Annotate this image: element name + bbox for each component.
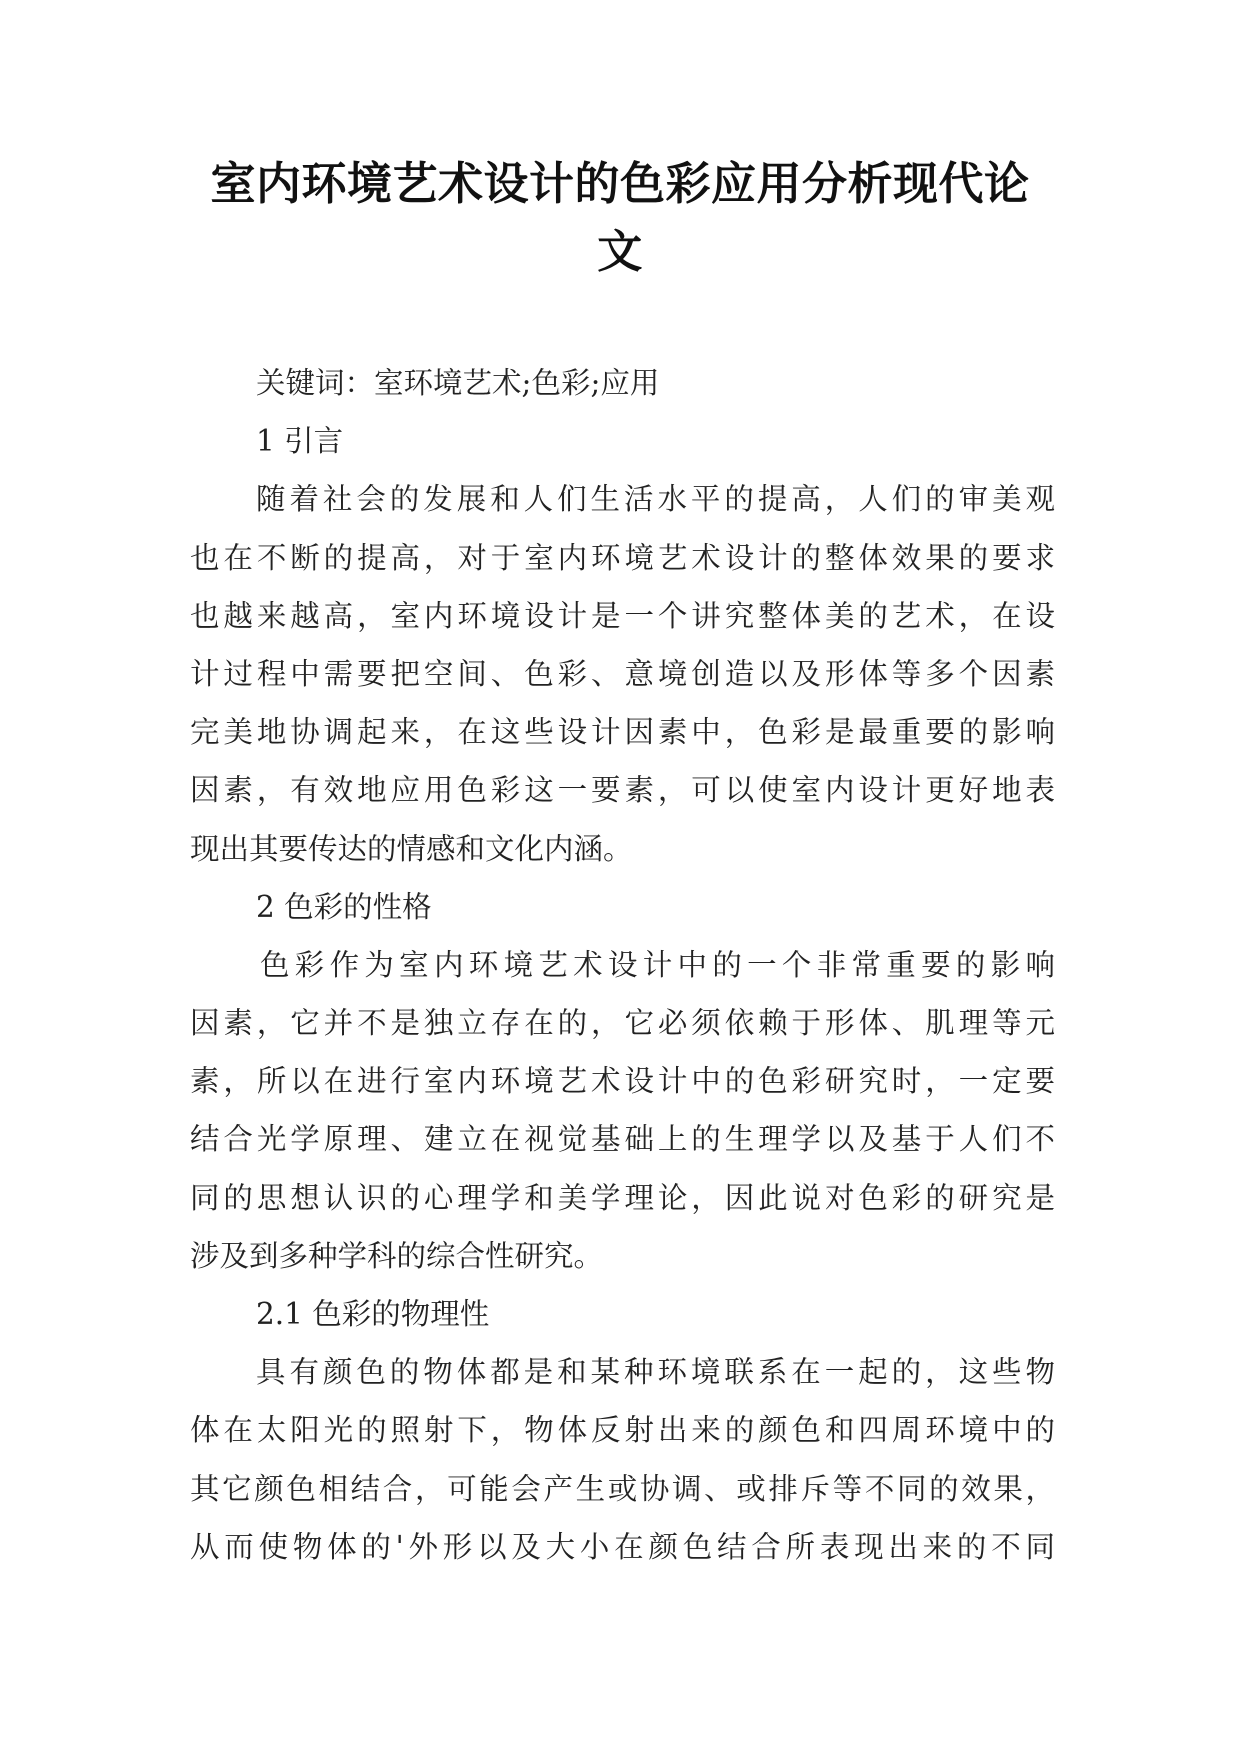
body-line: 具有颜色的物体都是和某种环境联系在一起的，这些物: [256, 1355, 1055, 1390]
body-line: 涉及到多种学科的综合性研究。: [190, 1238, 604, 1273]
title-line-1: 室内环境艺术设计的色彩应用分析现代论: [210, 157, 1030, 210]
body-line: 体在太阳光的照射下，物体反射出来的颜色和四周环境中的: [190, 1413, 1055, 1448]
body-line: 色彩作为室内环境艺术设计中的一个非常重要的影响: [260, 947, 1055, 982]
body-line: 从而使物体的'外形以及大小在颜色结合所表现出来的不同: [190, 1529, 1055, 1564]
body-line: 完美地协调起来，在这些设计因素中，色彩是最重要的影响: [190, 715, 1055, 750]
document-body: [190, 354, 1055, 1576]
body-line: 1 引言: [256, 424, 344, 459]
title-line-2: 文: [597, 225, 643, 278]
body-line: 素，所以在进行室内环境艺术设计中的色彩研究时，一定要: [190, 1064, 1055, 1099]
body-line: 2 色彩的性格: [256, 889, 432, 924]
body-line: 关键词：室环境艺术;色彩;应用: [256, 366, 660, 400]
body-line: 计过程中需要把空间、色彩、意境创造以及形体等多个因素: [190, 656, 1055, 691]
body-line: 也越来越高，室内环境设计是一个讲究整体美的艺术，在设: [190, 598, 1055, 633]
body-line: 因素，它并不是独立存在的，它必须依赖于形体、肌理等元: [190, 1006, 1055, 1041]
body-line: 同的思想认识的心理学和美学理论，因此说对色彩的研究是: [190, 1180, 1055, 1215]
body-line: 因素，有效地应用色彩这一要素，可以使室内设计更好地表: [190, 773, 1055, 808]
body-line: 2.1 色彩的物理性: [256, 1297, 490, 1331]
body-line: 现出其要传达的情感和文化内涵。: [190, 831, 633, 866]
body-line: 结合光学原理、建立在视觉基础上的生理学以及基于人们不: [190, 1122, 1055, 1157]
body-line: 其它颜色相结合，可能会产生或协调、或排斥等不同的效果，: [190, 1471, 1055, 1506]
body-line: 随着社会的发展和人们生活水平的提高，人们的审美观: [256, 482, 1055, 517]
body-line: 也在不断的提高，对于室内环境艺术设计的整体效果的要求: [190, 540, 1055, 575]
document-title: [180, 150, 1060, 286]
